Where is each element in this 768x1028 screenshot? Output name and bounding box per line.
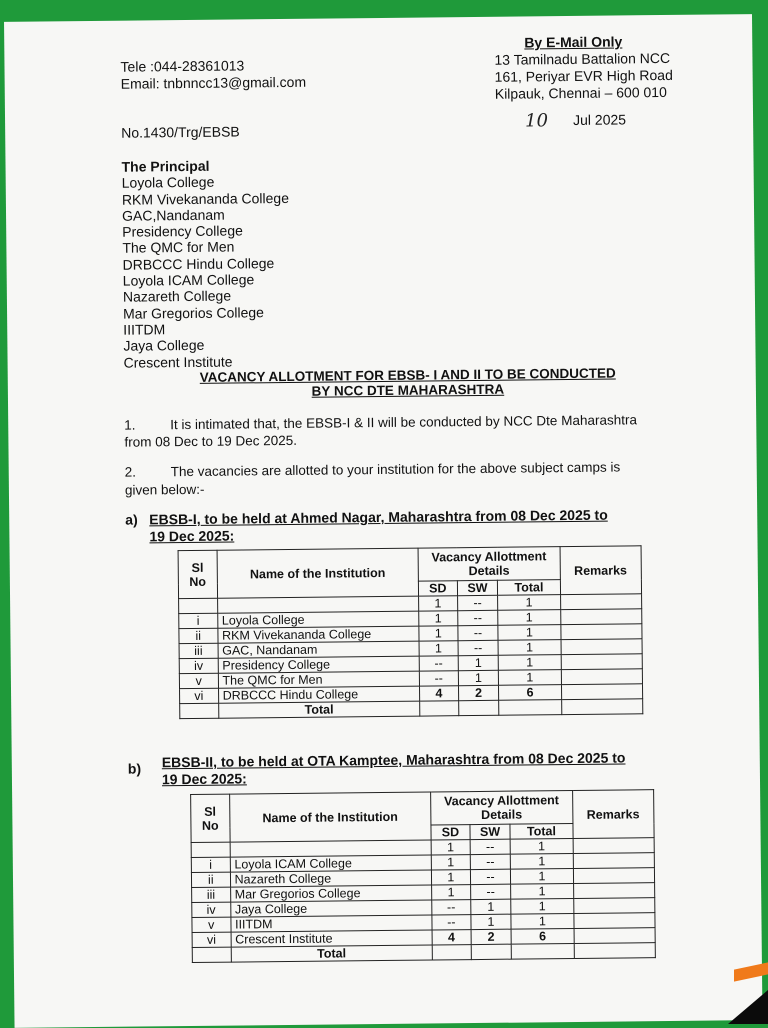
cell-sw: 1 [470, 899, 511, 914]
email: Email: tnbnncc13@gmail.com [120, 73, 307, 92]
cell-sw: 2 [458, 685, 499, 700]
cell-sd: 1 [431, 870, 470, 885]
cell-total: 1 [511, 854, 573, 870]
cell-sw: -- [470, 854, 511, 869]
cell-total: 1 [499, 670, 561, 686]
subject-line-1: VACANCY ALLOTMENT FOR EBSB- I AND II TO BE CONDUCTED [199, 365, 616, 385]
header-remarks: Remarks [572, 790, 654, 839]
cell-institution: Mar Gregorios College [230, 885, 432, 902]
cell-institution: Presidency College [218, 656, 420, 673]
cell-sd: 1 [432, 885, 471, 900]
recipient-college: Crescent Institute [123, 353, 233, 371]
cell-institution: Jaya College [230, 900, 432, 917]
cell-total: 1 [511, 869, 573, 885]
cell-total: 1 [511, 899, 573, 915]
para-2-line-1: The vacancies are allotted to your institution for the above subject camps is [170, 459, 621, 480]
cell-sw: 2 [471, 929, 512, 944]
cell-sd: 4 [420, 686, 459, 701]
cell-sw: -- [470, 869, 511, 884]
total-label: Total [231, 945, 433, 962]
total-sd [420, 701, 459, 716]
recipient-title: The Principal [121, 157, 210, 175]
recipient-college: Loyola ICAM College [122, 271, 255, 289]
recipient-college: IIITDM [123, 321, 166, 338]
cell-institution: DRBCCC Hindu College [218, 686, 420, 703]
header-sw: SW [457, 580, 498, 595]
para-2-number: 2. [124, 464, 137, 480]
telephone: Tele :044-28361013 [120, 57, 245, 75]
cell-total: 1 [511, 914, 573, 930]
reference-number: No.1430/Trg/EBSB [121, 123, 240, 141]
para-1-line-1: It is intimated that, the EBSB-I & II will be conducted by NCC Dte Maharashtra [170, 412, 638, 433]
cell-institution: GAC, Nandanam [218, 641, 420, 658]
cell-sl: ii [179, 628, 218, 643]
cell-sd: 1 [419, 641, 458, 656]
table-ebsb-2 [190, 789, 656, 963]
cell-sw: -- [470, 884, 511, 899]
cell-sd: -- [432, 900, 471, 915]
cell-sl: iii [192, 887, 231, 902]
header-vacancy: Vacancy Allottment Details [431, 791, 573, 825]
header-sd: SD [431, 825, 470, 840]
cell-sl: v [192, 917, 231, 932]
recipient-college: GAC,Nandanam [121, 206, 225, 224]
address-line-1: 13 Tamilnadu Battalion NCC [494, 49, 671, 68]
para-2-line-2: given below:- [124, 481, 205, 498]
recipient-college: Nazareth College [122, 287, 232, 306]
cell-total: 1 [511, 884, 573, 900]
section-a-heading-line-2: 19 Dec 2025: [149, 527, 235, 545]
recipient-college: Jaya College [123, 337, 205, 354]
cell-total: 1 [498, 595, 560, 611]
cell-total: 1 [498, 625, 560, 641]
total-sw [458, 700, 499, 715]
cell-sw: -- [457, 610, 498, 625]
cell-institution: Nazareth College [230, 870, 432, 887]
letter-page [4, 14, 762, 1028]
cell-sw: -- [458, 640, 499, 655]
header-sl-no: Sl No [191, 794, 230, 842]
header-vacancy: Vacancy Allottment Details [418, 547, 560, 581]
recipient-college: RKM Vivekananda College [121, 189, 290, 208]
handwritten-date: 10 [524, 110, 549, 132]
cell-sl: ii [191, 872, 230, 887]
cell-sl: vi [192, 932, 231, 947]
cell-sd: 1 [419, 611, 458, 626]
para-1-line-2: from 08 Dec to 19 Dec 2025. [124, 432, 298, 450]
cell-total: 1 [510, 839, 572, 855]
recipient-college: DRBCCC Hindu College [122, 254, 275, 273]
cell-sd: 1 [431, 855, 470, 870]
address-line-2: 161, Periyar EVR High Road [494, 66, 673, 85]
section-a-heading-line-1: EBSB-I, to be held at Ahmed Nagar, Maharashtra from 08 Dec 2025 to [149, 506, 608, 528]
delivery-mode: By E-Mail Only [524, 33, 623, 51]
cell-total: 6 [511, 929, 573, 945]
para-1-number: 1. [124, 417, 136, 433]
section-b-label: b) [127, 760, 142, 777]
total-sd [432, 945, 471, 960]
date-month-year: Jul 2025 [572, 111, 627, 128]
section-a-label: a) [125, 511, 138, 528]
cell-sd: 1 [419, 596, 458, 611]
recipient-block [121, 157, 290, 371]
cell-institution: IIITDM [230, 915, 432, 932]
cell-sl: iv [179, 658, 218, 673]
cell-sl: v [179, 673, 218, 688]
recipient-college: Loyola College [121, 174, 215, 191]
cell-sd: 1 [419, 626, 458, 641]
cell-institution: RKM Vivekananda College [217, 626, 419, 643]
cell-institution: Loyola College [217, 611, 419, 628]
cell-sw: -- [470, 839, 511, 854]
cell-sl: vi [180, 688, 219, 703]
total-label: Total [218, 701, 420, 718]
cell-sw: 1 [458, 655, 499, 670]
header-institution: Name of the Institution [217, 548, 419, 598]
cell-sl: i [179, 613, 218, 628]
subject-line-2: BY NCC DTE MAHARASHTRA [311, 381, 505, 399]
cell-sw: -- [458, 625, 499, 640]
cell-sw: 1 [471, 914, 512, 929]
total-sw [471, 944, 512, 959]
subject-heading [158, 365, 658, 400]
header-sw: SW [470, 824, 511, 839]
cell-sd: -- [419, 656, 458, 671]
cell-sd: 4 [432, 930, 471, 945]
header-institution: Name of the Institution [229, 792, 431, 842]
cell-sd: -- [432, 915, 471, 930]
cell-total: 1 [499, 655, 561, 671]
header-total: Total [498, 580, 560, 596]
cell-institution: Loyola ICAM College [230, 855, 432, 872]
cell-total: 1 [498, 640, 560, 656]
total-total [512, 944, 574, 960]
total-total [499, 700, 561, 716]
section-b-heading-line-1: EBSB-II, to be held at OTA Kamptee, Maharashtra from 08 Dec 2025 to [161, 749, 626, 771]
section-b-heading-line-2: 19 Dec 2025: [161, 770, 247, 788]
header-sl-no: Sl No [178, 550, 217, 598]
cell-sw: -- [457, 595, 498, 610]
recipient-college: The QMC for Men [122, 239, 235, 257]
cell-sl: i [191, 857, 230, 872]
cell-sw: 1 [458, 670, 499, 685]
address-line-3: Kilpauk, Chennai – 600 010 [494, 83, 667, 102]
header-remarks: Remarks [560, 546, 642, 595]
recipient-college: Presidency College [122, 222, 243, 240]
table-ebsb-1 [178, 545, 644, 719]
cell-sd: -- [419, 671, 458, 686]
cell-total: 6 [499, 685, 561, 701]
header-total: Total [510, 824, 572, 840]
recipient-college: Mar Gregorios College [122, 303, 264, 322]
cell-institution: The QMC for Men [218, 671, 420, 688]
header-sd: SD [418, 581, 457, 596]
cell-sl: iv [192, 902, 231, 917]
cell-total: 1 [498, 610, 560, 626]
cell-institution: Crescent Institute [231, 930, 433, 947]
cell-sl: iii [179, 643, 218, 658]
cell-sd: 1 [431, 840, 470, 855]
